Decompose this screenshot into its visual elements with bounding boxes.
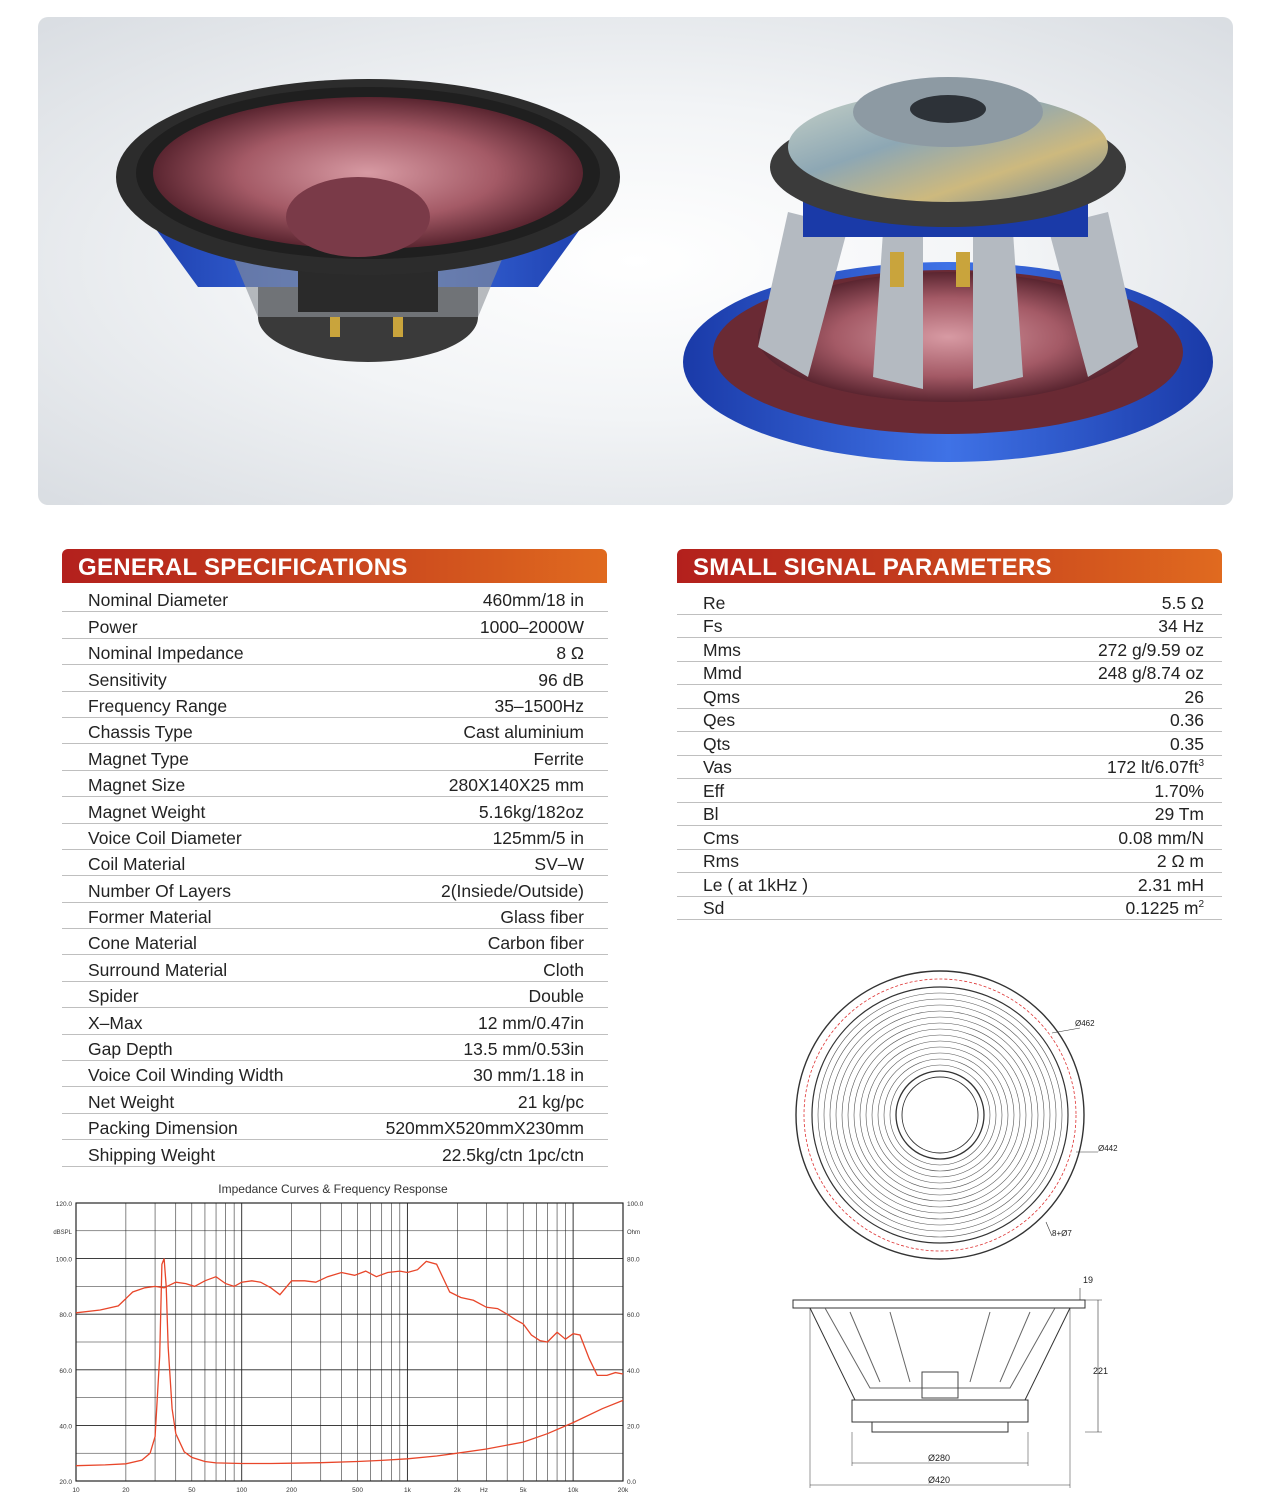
spec-label: Coil Material	[88, 854, 186, 875]
spec-label: Voice Coil Diameter	[88, 827, 242, 848]
param-label: Bl	[703, 804, 719, 824]
spec-row	[62, 586, 608, 612]
dimension-label: Ø442	[1098, 1144, 1118, 1153]
x-tick-label: 50	[188, 1487, 196, 1494]
spec-row	[62, 665, 608, 691]
spec-value: SV–W	[534, 854, 584, 875]
spec-row	[62, 1061, 608, 1087]
frequency-response-line	[76, 1261, 623, 1375]
spec-row	[62, 1087, 608, 1113]
param-value: 5.5 Ω	[1161, 592, 1204, 613]
right-tick-label: 20.0	[627, 1423, 640, 1431]
param-row	[677, 638, 1222, 662]
side-view-drawing	[780, 1270, 1130, 1500]
param-row	[677, 897, 1222, 921]
dimension-label: Ø462	[1075, 1019, 1095, 1028]
param-row	[677, 615, 1222, 639]
cone-ring	[842, 1017, 1038, 1213]
param-value: 0.08 mm/N	[1118, 827, 1204, 848]
small-signal-parameters-table	[677, 591, 1222, 920]
cone-ring	[848, 1023, 1032, 1207]
spec-row	[62, 797, 608, 823]
product-photo-panel	[38, 17, 1233, 505]
spec-label: Gap Depth	[88, 1039, 173, 1060]
param-value: 272 g/9.59 oz	[1097, 639, 1204, 660]
spec-label: Net Weight	[88, 1091, 175, 1112]
spec-label: Spider	[88, 986, 139, 1007]
spec-label: Magnet Size	[88, 775, 186, 796]
spec-value: Glass fiber	[500, 907, 584, 928]
left-tick-label: 100.0	[55, 1256, 72, 1264]
dimension-label: 8+Ø7	[1052, 1229, 1072, 1238]
spec-row	[62, 1008, 608, 1034]
speaker-photos	[38, 17, 1233, 505]
left-tick-label: 40.0	[59, 1423, 72, 1431]
dimension-label: Ø280	[928, 1453, 951, 1463]
spec-row	[62, 744, 608, 770]
spec-value: 460mm/18 in	[482, 590, 584, 611]
spec-row	[62, 824, 608, 850]
spec-label: Chassis Type	[88, 722, 193, 743]
dimension-label: Ø420	[928, 1475, 951, 1485]
param-label: Qes	[703, 710, 736, 730]
spec-value: Ferrite	[533, 748, 584, 769]
param-row	[677, 685, 1222, 709]
cone-ring	[872, 1047, 1008, 1183]
spec-label: Number Of Layers	[88, 880, 231, 901]
spec-value: 8 Ω	[556, 643, 584, 664]
param-value: 2.31 mH	[1137, 874, 1204, 895]
cone-ring	[884, 1059, 996, 1171]
spec-label: X–Max	[88, 1012, 143, 1033]
spec-value: 35–1500Hz	[494, 695, 584, 716]
spec-row	[62, 718, 608, 744]
cone-ring	[830, 1005, 1050, 1225]
param-row	[677, 779, 1222, 803]
spec-label: Surround Material	[88, 959, 228, 980]
spec-row	[62, 876, 608, 902]
spec-row	[62, 1140, 608, 1166]
cone-ring	[824, 999, 1056, 1231]
spec-row	[62, 692, 608, 718]
spec-value: 520mmX520mmX230mm	[385, 1118, 584, 1139]
param-value: 34 Hz	[1158, 616, 1204, 636]
spec-value: 5.16kg/182oz	[478, 801, 584, 822]
cone-ring	[890, 1065, 990, 1165]
spec-value: 96 dB	[538, 669, 584, 690]
spec-value: Carbon fiber	[487, 933, 584, 954]
speaker-front-photo	[116, 79, 620, 362]
spec-row	[62, 1035, 608, 1061]
spec-row	[62, 1114, 608, 1140]
param-label: Sd	[703, 898, 725, 918]
dimension-label: 19	[1083, 1275, 1094, 1285]
left-tick-label: 20.0	[59, 1479, 72, 1486]
chart-grid	[76, 1203, 623, 1481]
param-row	[677, 850, 1222, 874]
spec-value: Cast aluminium	[463, 722, 584, 743]
spec-label: Power	[88, 616, 138, 637]
dimension-label: 221	[1093, 1366, 1109, 1376]
param-label: Eff	[703, 780, 725, 801]
right-tick-label: 40.0	[627, 1367, 640, 1375]
param-label: Fs	[703, 616, 723, 636]
spec-value: Cloth	[543, 959, 584, 980]
spec-label: Magnet Type	[88, 748, 189, 769]
x-tick-label: 5k	[519, 1487, 527, 1494]
param-value: 0.35	[1169, 733, 1204, 754]
spec-row	[62, 850, 608, 876]
param-row	[677, 803, 1222, 827]
spec-value: 1000–2000W	[479, 616, 584, 637]
top-view-outline	[796, 971, 1084, 1259]
chart-axes	[53, 1201, 643, 1494]
right-tick-label: 60.0	[627, 1312, 640, 1320]
spec-value: 21 kg/pc	[517, 1091, 584, 1112]
left-tick-label: 120.0	[55, 1201, 72, 1208]
spec-value: 2(Insiede/Outside)	[441, 880, 584, 901]
impedance-frequency-chart	[38, 1178, 644, 1500]
left-tick-label: 60.0	[59, 1367, 72, 1375]
general-specifications-table	[62, 586, 608, 1167]
spec-label: Packing Dimension	[88, 1118, 238, 1139]
spec-row	[62, 612, 608, 638]
general-specifications-header: GENERAL SPECIFICATIONS	[62, 549, 607, 583]
cone-ring	[836, 1011, 1044, 1219]
x-tick-label: 200	[286, 1487, 298, 1494]
param-label: Qms	[703, 686, 740, 707]
spec-label: Shipping Weight	[88, 1144, 216, 1165]
spec-value: 30 mm/1.18 in	[473, 1065, 584, 1086]
spec-row	[62, 771, 608, 797]
spec-value: 125mm/5 in	[492, 827, 584, 848]
x-tick-label: 1k	[403, 1487, 411, 1494]
param-value-superscript: 2	[1198, 899, 1204, 911]
spec-label: Sensitivity	[88, 669, 167, 690]
param-value: 26	[1184, 686, 1204, 707]
spec-value: 12 mm/0.47in	[477, 1012, 584, 1033]
x-tick-label: 10	[72, 1487, 80, 1494]
x-tick-label: 20k	[617, 1487, 629, 1494]
x-tick-label: 20	[122, 1487, 130, 1494]
x-axis-unit: Hz	[480, 1487, 489, 1494]
left-axis-unit: dBSPL	[53, 1229, 72, 1236]
param-value-superscript: 3	[1198, 758, 1204, 770]
spec-label: Frequency Range	[88, 695, 228, 716]
cone-ring	[818, 993, 1062, 1237]
param-label: Qts	[703, 733, 731, 754]
param-value: 29 Tm	[1154, 804, 1204, 824]
param-row	[677, 732, 1222, 756]
param-label: Rms	[703, 851, 739, 871]
cone-ring	[866, 1041, 1014, 1189]
param-label: Vas	[703, 757, 732, 777]
param-label: Le ( at 1kHz )	[703, 874, 809, 895]
param-value: 248 g/8.74 oz	[1097, 663, 1204, 683]
spec-label: Former Material	[88, 907, 212, 928]
spec-row	[62, 929, 608, 955]
spec-value: 280X140X25 mm	[448, 775, 584, 796]
side-view-outline	[793, 1300, 1085, 1432]
param-value: 1.70%	[1154, 780, 1204, 801]
spec-row	[62, 639, 608, 665]
param-label: Mmd	[703, 663, 742, 683]
x-tick-label: 10k	[567, 1487, 579, 1494]
right-tick-label: 100.0	[627, 1201, 644, 1208]
chart-title: Impedance Curves & Frequency Response	[218, 1182, 448, 1196]
top-view-drawing	[780, 960, 1130, 1290]
param-value: 2 Ω m	[1156, 851, 1204, 871]
param-label: Mms	[703, 639, 741, 660]
left-tick-label: 80.0	[59, 1312, 72, 1320]
speaker-rear-photo	[683, 77, 1213, 462]
spec-label: Nominal Impedance	[88, 643, 244, 664]
spec-row	[62, 903, 608, 929]
param-row	[677, 662, 1222, 686]
param-row	[677, 873, 1222, 897]
spec-label: Nominal Diameter	[88, 590, 229, 611]
chart-series	[76, 1259, 623, 1466]
param-value: 172 $lt/6.07ft^3$	[1106, 757, 1204, 777]
right-tick-label: 0.0	[627, 1479, 637, 1486]
spec-row	[62, 955, 608, 981]
spec-row	[62, 982, 608, 1008]
x-tick-label: 100	[236, 1487, 248, 1494]
param-value: 0.1225 $m^2$	[1125, 898, 1204, 918]
x-tick-label: 500	[352, 1487, 363, 1494]
right-axis-unit: Ohm	[627, 1229, 641, 1236]
param-row	[677, 756, 1222, 780]
param-row	[677, 826, 1222, 850]
cone-ring	[854, 1029, 1026, 1201]
spec-label: Voice Coil Winding Width	[88, 1065, 284, 1086]
spec-value: Double	[528, 986, 584, 1007]
param-value: 0.36	[1169, 710, 1204, 730]
spec-label: Cone Material	[88, 933, 197, 954]
impedance-curve-line	[76, 1259, 623, 1466]
x-tick-label: 2k	[453, 1487, 461, 1494]
small-signal-parameters-header: SMALL SIGNAL PARAMETERS	[677, 549, 1222, 583]
right-tick-label: 80.0	[627, 1256, 640, 1264]
param-label: Re	[703, 592, 726, 613]
spec-value: 22.5kg/ctn 1pc/ctn	[441, 1144, 584, 1165]
spec-value: 13.5 mm/0.53in	[463, 1039, 584, 1060]
spec-label: Magnet Weight	[88, 801, 206, 822]
param-label: Cms	[703, 827, 739, 848]
param-row	[677, 591, 1222, 615]
param-row	[677, 709, 1222, 733]
